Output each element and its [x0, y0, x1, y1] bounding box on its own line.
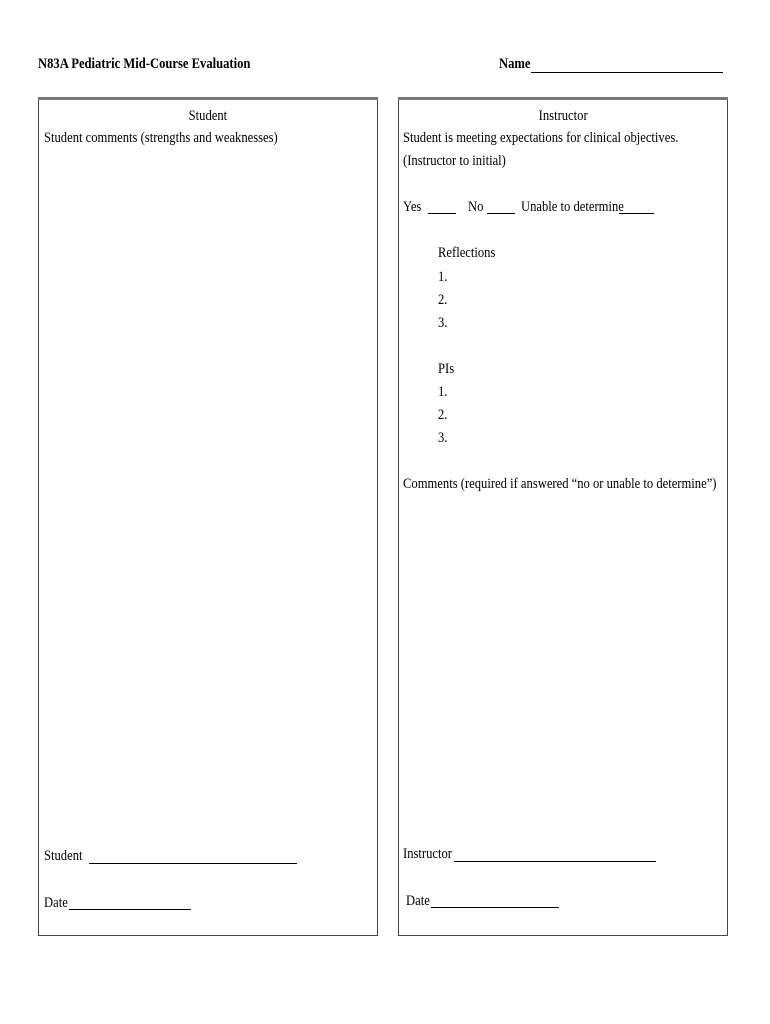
student-section-top-rule — [38, 97, 378, 100]
student-signature-label: Student — [44, 848, 83, 864]
instructor-date-label: Date — [406, 893, 430, 909]
instructor-date-field[interactable] — [431, 907, 559, 908]
student-comments-label: Student comments (strengths and weaknesses) — [44, 130, 278, 146]
instructor-heading: Instructor — [538, 108, 588, 124]
reflection-item: 1. — [438, 269, 448, 285]
pis-heading: PIs — [438, 361, 455, 377]
student-date-field[interactable] — [69, 909, 191, 910]
instructor-signature-field[interactable] — [454, 861, 656, 862]
reflections-heading: Reflections — [438, 245, 496, 261]
instructor-section-top-rule — [398, 97, 728, 100]
name-field[interactable] — [531, 72, 723, 73]
student-date-label: Date — [44, 895, 68, 911]
instructor-comments-area[interactable] — [403, 495, 721, 835]
instructor-comments-label: Comments (required if answered “no or unable to determine”) — [403, 476, 717, 492]
student-signature-field[interactable] — [89, 863, 297, 864]
reflection-item: 3. — [438, 315, 448, 331]
expectations-statement: Student is meeting expectations for clinical objectives. — [403, 130, 679, 146]
reflection-item: 2. — [438, 292, 448, 308]
name-label: Name — [499, 56, 531, 72]
student-section — [38, 98, 378, 936]
option-yes-label: Yes — [403, 199, 422, 215]
option-unable-label: Unable to determine — [521, 199, 624, 215]
option-no-label: No — [468, 199, 484, 215]
option-unable-initial-field[interactable] — [619, 213, 654, 214]
instructor-section — [398, 98, 728, 936]
option-yes-initial-field[interactable] — [428, 213, 456, 214]
instructor-signature-label: Instructor — [403, 846, 452, 862]
pi-item: 1. — [438, 384, 448, 400]
pi-item: 2. — [438, 407, 448, 423]
document-title: N83A Pediatric Mid-Course Evaluation — [38, 56, 251, 72]
student-heading: Student — [188, 108, 228, 124]
pi-item: 3. — [438, 430, 448, 446]
student-comments-area[interactable] — [44, 147, 370, 837]
option-no-initial-field[interactable] — [487, 213, 515, 214]
initial-note: (Instructor to initial) — [403, 153, 506, 169]
